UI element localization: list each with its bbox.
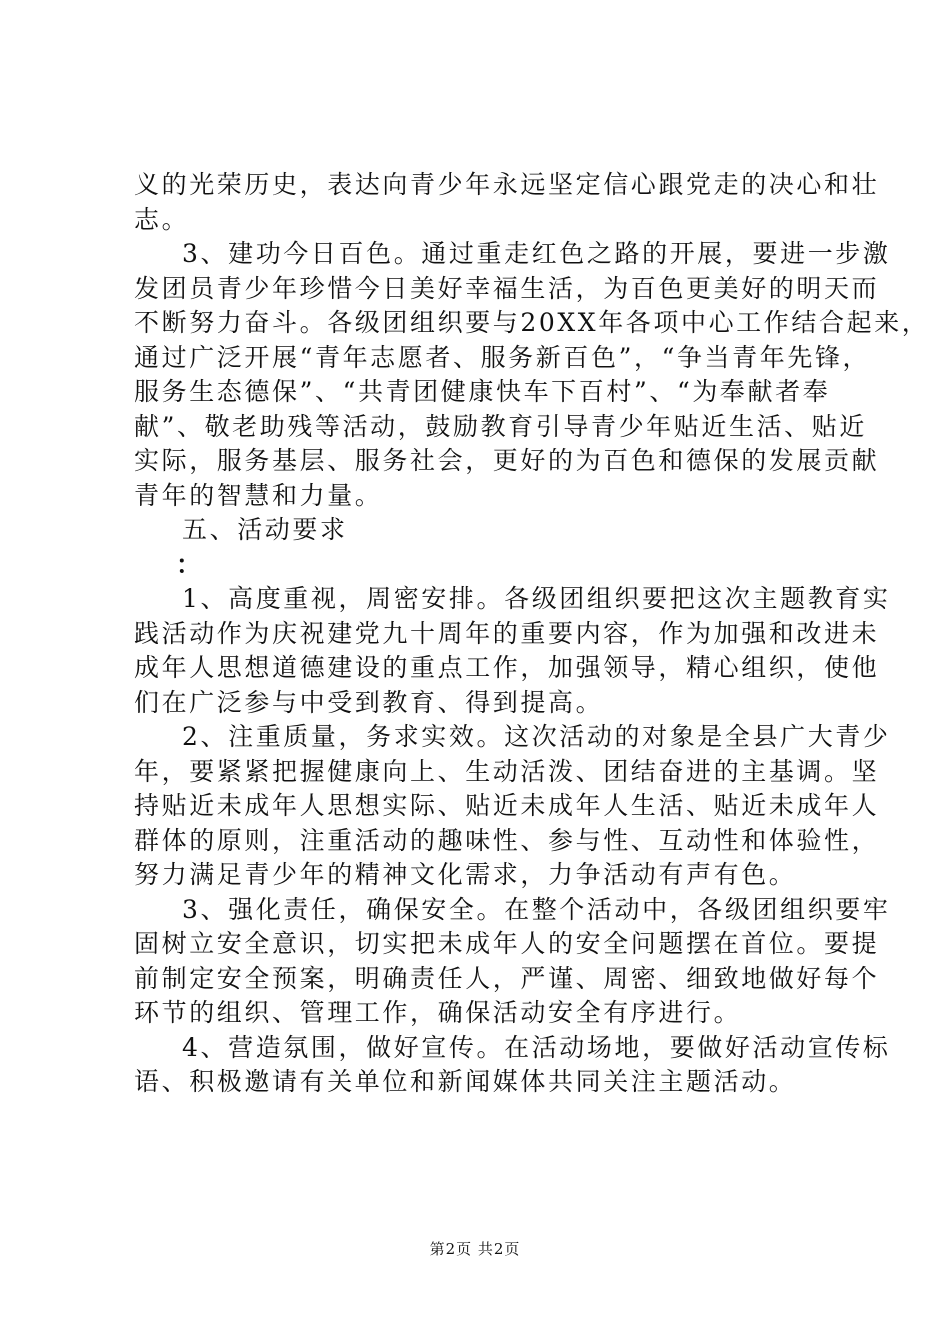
text-line: 前制定安全预案，明确责任人，严谨、周密、细致地做好每个 (134, 963, 880, 993)
text-line: 服务生态德保”、“共青团健康快车下百村”、“为奉献者奉 (134, 377, 831, 406)
text-line: 群体的原则，注重活动的趣味性、参与性、互动性和体验性， (134, 825, 880, 855)
text-line: 实际，服务基层、服务社会，更好的为百色和德保的发展贡献 (134, 446, 880, 475)
text-line: 不断努力奋斗。各级团组织要与20XX年各项中心工作结合起来， (134, 308, 930, 337)
text-line: 义的光荣历史，表达向青少年永远坚定信心跟党走的决心和壮 (134, 170, 880, 199)
document-body (134, 168, 930, 1100)
text-line: 践活动作为庆祝建党九十周年的重要内容，作为加强和改进未 (134, 618, 880, 648)
text-line: 献”、敬老助残等活动，鼓励教育引导青少年贴近生活、贴近 (134, 411, 867, 441)
text-line: 2、注重质量，务求实效。这次活动的对象是全县广大青少 (182, 722, 891, 751)
text-line: 年，要紧紧把握健康向上、生动活泼、团结奋进的主基调。坚 (134, 756, 880, 786)
section-heading: 五、活动要求 (182, 515, 348, 544)
text-line: 们在广泛参与中受到教育、得到提高。 (134, 687, 604, 717)
text-line: ： (176, 549, 204, 579)
text-line: 3、强化责任，确保安全。在整个活动中，各级团组织要牢 (182, 894, 891, 924)
text-line: 青年的智慧和力量。 (134, 480, 383, 510)
text-line: 环节的组织、管理工作，确保活动安全有序进行。 (134, 998, 742, 1027)
text-line: 1、高度重视，周密安排。各级团组织要把这次主题教育实 (182, 584, 891, 613)
text-line: 发团员青少年珍惜今日美好幸福生活，为百色更美好的明天而 (134, 273, 880, 303)
text-line: 语、积极邀请有关单位和新闻媒体共同关注主题活动。 (134, 1067, 797, 1096)
text-line: 4、营造氛围，做好宣传。在活动场地，要做好活动宣传标 (182, 1032, 891, 1062)
text-line: 持贴近未成年人思想实际、贴近未成年人生活、贴近未成年人 (134, 791, 880, 820)
text-line: 固树立安全意识，切实把未成年人的安全问题摆在首位。要提 (134, 929, 880, 958)
text-line: 努力满足青少年的精神文化需求，力争活动有声有色。 (134, 860, 797, 889)
text-line: 成年人思想道德建设的重点工作，加强领导，精心组织，使他 (134, 653, 880, 682)
text-line: 3、建功今日百色。通过重走红色之路的开展，要进一步激 (182, 239, 891, 268)
page-number-footer: 第2页 共2页 (429, 1240, 521, 1258)
text-line: 志。 (134, 204, 190, 234)
text-line: 通过广泛开展“青年志愿者、服务新百色”，“争当青年先锋， (134, 342, 871, 372)
